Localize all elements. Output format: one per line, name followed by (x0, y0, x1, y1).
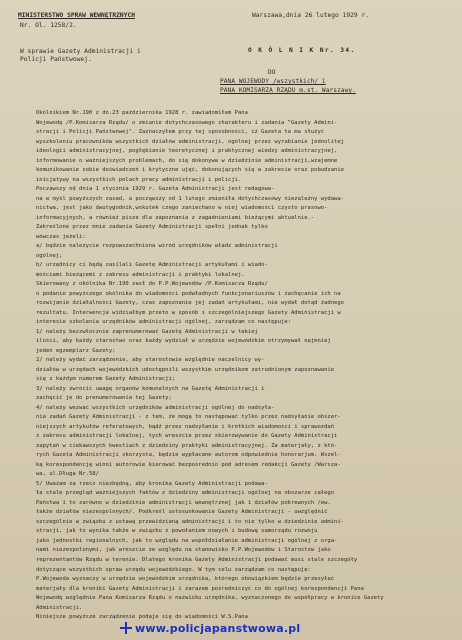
body-line: nami niezespolonymi, jak wreszcie ze względu na stanowisko P.P.Wojewodów i Starostów jako (36, 547, 331, 554)
body-line: wyszkoleniu pracowników wszystkich działów administracji, ogólnej przez wyrabianie jednolitej (36, 138, 344, 145)
body-line: Państwa i to zarówno w dziedzinie administracji wewnętrznej jak i działów pokrewnych /ew. (36, 499, 331, 506)
body-line: Zakreślone przez mnie zadania Gazety Administracji spełni jednak tylko (36, 224, 268, 231)
body-line: nictwa, jest jako dwutygodnik,wskutek czego zaniechano w niej wiadomości czysto prasowo- (36, 205, 328, 212)
body-line: dotyczące wszystkich spraw urzędu wojewódzkiego. W tym celu zarządzam co następuje: (36, 566, 311, 573)
body-line: 4/ należy wezwać wszystkich urzędników administracji ogólnej do nadsyła- (36, 404, 275, 411)
source-watermark (120, 622, 300, 635)
body-line: Skierowany z okólnika Nr.190 zasł do P.P.Wojewodów /P.Komisarza Rządu/ (36, 281, 268, 288)
body-line: szczególnie w związku z ustawą przewidzianą administracji i to nie tylko w dziedzinie admini- (36, 518, 344, 525)
body-line: niejszych artykułów referatowych, bądź przez nadsyłanie i krótkich wiadomości i sprawozdań (36, 423, 335, 430)
body-line: b/ urzędnicy ci będą zasilali Gazetę Administracji artykułami i wiado- (36, 262, 268, 269)
body-line: Wojewodę /P.Komisarza Rządu/ o zmianie dotychczasowego charakteru i zadania "Gazety Admini- (36, 119, 338, 126)
body-line: mościami bieżącemi z zakresu administracji i praktyki lokalnej. (36, 271, 245, 278)
body-line: jeden egzemplarz Gazety; (36, 347, 116, 354)
body-line: Niniejsze powyższe zarządzenie podaje się do wiadomości W.S.Pana (36, 614, 248, 620)
body-line: wa, ul.Długa Nr.58/ (36, 471, 99, 478)
subject-line-2: Policji Państwowej. (20, 56, 92, 63)
body-line: z zakresu administracji lokalnej, tych wreszcie przez skierowywanie do Gazety Administracji (36, 433, 338, 440)
body-line: ideologii administracyjnej, pogłębianie teoretycznej i praktycznej wiedzy administracyjnej, (36, 148, 338, 154)
body-line: wówczas jeżeli: (36, 233, 86, 240)
body-line: stracji i Policji Państwowej". Zaznaczyłem przy tej sposobności, iż Gazeta ta ma służyć (36, 129, 325, 135)
body-line: reprezentantów Rządu w terenie. Dlatego kronika Gazety Administracji podawać musi stale szczegóły (36, 556, 358, 563)
body-line: Poczawszy od dnia 1 stycznia 1929 r. Gazeta Administracji jest redagowa- (36, 186, 275, 193)
body-line: 5/ Uważam za rzecz niezbędną, aby kronika Gazety Administracji podawa- (36, 480, 268, 487)
body-line: 3/ należy zwrócić uwagę organów komunalnych na Gazetę Administracji i (36, 385, 265, 392)
body-line: ilości, aby każdy starostwo oraz każdy wydział w urzędzie wojewódzkim otrzymywał najmniej (36, 338, 331, 345)
body-line: informacyjnych, a również pisze dla zapoznania z zagadnieniami bieżącymi aktualnie.- (36, 214, 315, 221)
body-line: nia zadań Gazety Administracji - z tem, że mogą to następować tylko przez nadsyłanie obszer- (36, 414, 341, 421)
body-line: ogólnej; (36, 252, 63, 259)
body-line: materjały dla kroniki Gazety Administracji i zarazem pośredniczyć co do ogólnej korespondencji Pana (36, 585, 364, 592)
body-line: interesie szkolenia urzędników administracji ogólnej, zarządzam co następuje: (36, 319, 291, 326)
body-line: Administracji. (36, 604, 83, 611)
body-line: na w myśl powyższych zasad, a począwszy od 1 lutego zmieniła dotychczasowy niezależny wydawa- (36, 195, 344, 202)
police-cross-icon (120, 622, 132, 634)
recipient-to: DO (268, 69, 276, 76)
body-line: a/ będzie należycie rozpowszechniona wśród urzędników władz administracji (36, 243, 278, 250)
body-line: rozwijanie działalności Gazety, czas zapoznanie jej zadań artykułami, nie wydał dotąd żadnego (36, 300, 344, 307)
body-line: P.Wojewoda wyznaczy w urzędzie wojewódzkim urzędnika, którego obowiązkiem będzie przesyłać (36, 576, 335, 582)
body-line: także działów niezespolonych/. Podkreśl ustosunkowanie Gazety Administracji - uwzględnić (36, 509, 328, 516)
body-line: się z każdym numerem Gazety Administracji; (36, 376, 176, 383)
body-line: o podanie powyższego okólnika do wiadomości podwładnych funkcjonariuszów i zachęcanie ich na (36, 290, 341, 297)
watermark-url: www.policjapanstwowa.pl (135, 622, 301, 635)
body-line: zapytań w ciekawszych kwestiach z dziedziny praktyki administracyjnej. Za materjały, z któ- (36, 442, 338, 449)
recipient-line-1: PANA WOJEWODY /wszystkich/ i (220, 78, 326, 85)
body-line: 2/ należy wydać zarządzenie, aby starostowie względnie naczelnicy wy- (36, 357, 265, 364)
body-line: zachęcić je do prenumerowania tej Gazety; (36, 395, 172, 402)
body-line: Okólnikiem Nr.190 z dn.23 października 1928 r. zawiadomiłem Pana (36, 110, 248, 116)
body-line: ką korespondencję winni autorowie kierować bezpośrednio pod adresem redakcji Gazety /Warsza- (36, 461, 341, 468)
body-line: rezultatu. Interwencja widziałbym przeto w sposób i szczególniejszego Gazety Administracji w (36, 309, 341, 316)
body-line: 1/ należy bezzwłocznie zaprenumerować Gazetę Administracji w takiej (36, 328, 258, 335)
body-line: inicjatywy na wszystkich polach pracy administracji i policji. (36, 176, 242, 183)
date-line: Warszawa,dnia 26 lutego 1929 r. (252, 12, 370, 19)
issuing-office: MINISTERSTWO SPRAW WEWNĘTRZNYCH (18, 12, 136, 19)
body-line: działów w urzędach wojewódzkich udostępnili wszystkim urzędnikom zatrudnionym zapoznawanie (36, 366, 335, 373)
body-line: ła stale przegląd ważniejszych faktów z dziedziny administracji ogólnej na obszarze całego (36, 490, 335, 497)
body-line: rych Gazeta Administracji skorzysta, będzie wypłacane autorom odpowiednie honorarjum. Wszel- (36, 452, 341, 459)
circular-title: O K Ó L N I K Nr. 34. (248, 47, 356, 54)
body-line: stracji, jak to wynika także w związku z powołaniem nowych i budową samorządu rozwoju (36, 528, 318, 535)
body-line: informowanie o ważniejszych problemach, do się dokonywa w dziedzinie administracji,wzajemne (36, 157, 338, 164)
recipient-line-2: PANA KOMISARZA RZĄDU m.st. Warszawy. (220, 87, 356, 94)
body-line: komunikowanie sobie doświadczeń i krytyczne ujęć, dokonujących się w zakresie oraz pobudzanie (36, 167, 344, 174)
body-line: jako jednostki regionalnych, jak to względu na współdziałanie administracji ogólnej z orga- (36, 537, 338, 544)
subject-line-1: W sprawie Gazety Administracji i (20, 48, 141, 55)
reference-number: Nr. Ol. 1258/2. (20, 22, 77, 29)
body-line: Wojewodę względnie Pana Komisarza Rządu o nazwisku urzędnika, wyznaczonego do współpracy w kronice Gazety (36, 595, 384, 601)
